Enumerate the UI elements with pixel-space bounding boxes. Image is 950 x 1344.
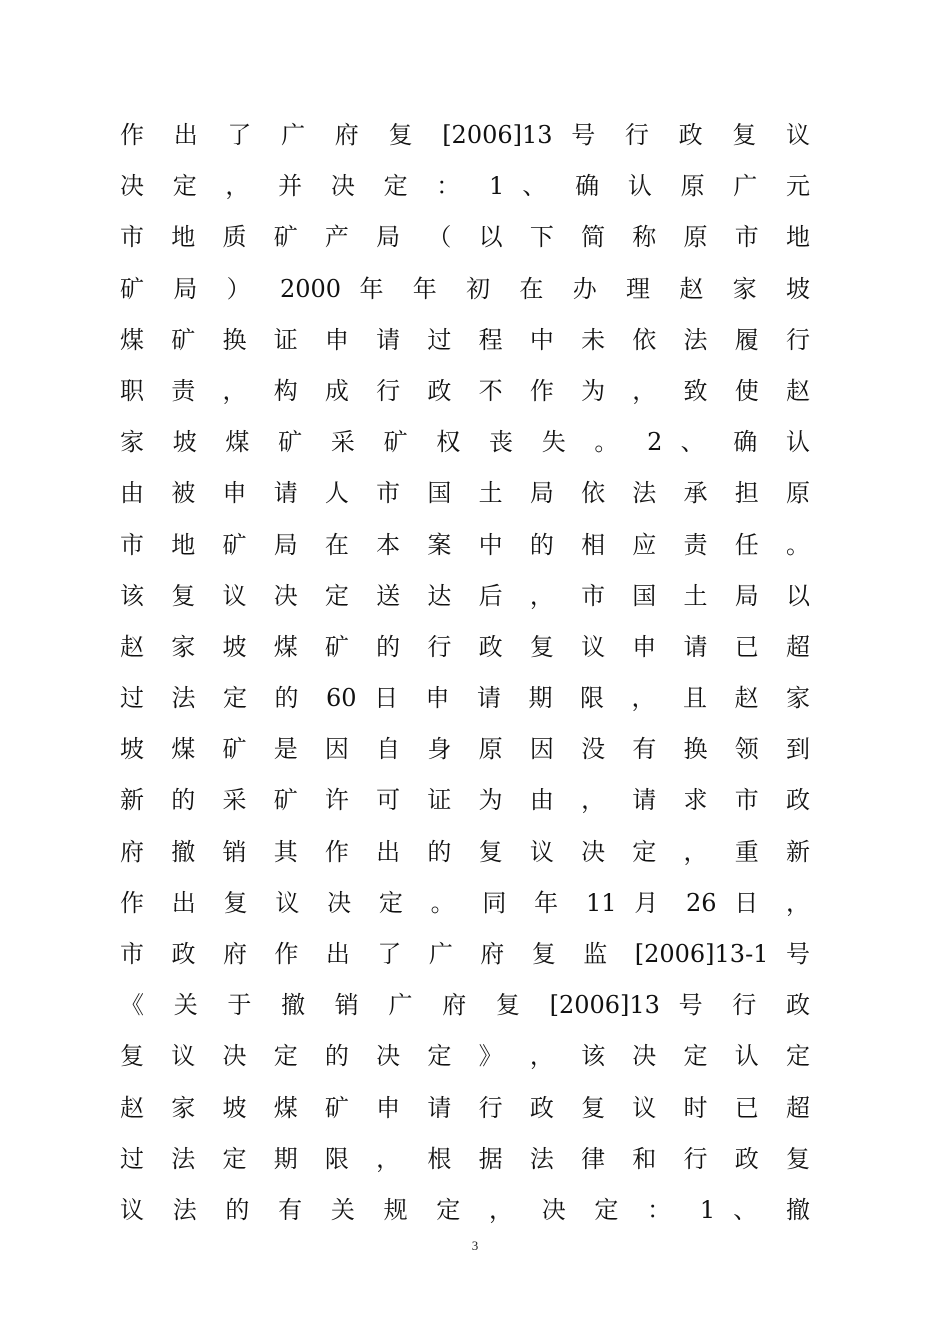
text-line: 坡 煤 矿 是 因 自 身 原 因 没 有 换 领 到 [120, 735, 810, 764]
body-text [120, 110, 810, 1236]
text-line: 市 地 质 矿 产 局 （ 以 下 简 称 原 市 地 [120, 223, 810, 252]
text-line: 由 被 申 请 人 市 国 土 局 依 法 承 担 原 [120, 479, 810, 508]
text-line: 过 法 定 期 限 ， 根 据 法 律 和 行 政 复 [120, 1144, 810, 1173]
text-line: 决 定 ， 并 决 定 ： 1 、 确 认 原 广 元 [120, 172, 810, 201]
text-line: 矿 局 ） 2000 年 年 初 在 办 理 赵 家 坡 [120, 274, 810, 303]
text-line: 作 出 了 广 府 复 [2006]13 号 行 政 复 议 [120, 121, 810, 149]
page-number: 3 [471, 1238, 479, 1253]
text-line: 职 责 ， 构 成 行 政 不 作 为 ， 致 使 赵 [120, 376, 810, 405]
text-line: 议 法 的 有 关 规 定 ， 决 定 ： 1 、 撤 [120, 1195, 810, 1224]
text-line: 复 议 决 定 的 决 定 》 ， 该 决 定 认 定 [120, 1042, 810, 1071]
text-line: 作 出 复 议 决 定 。 同 年 11 月 26 日 ， [120, 888, 810, 917]
text-line: 新 的 采 矿 许 可 证 为 由 ， 请 求 市 政 [120, 786, 810, 815]
text-line: 《 关 于 撤 销 广 府 复 [2006]13 号 行 政 [120, 991, 810, 1020]
text-line: 过 法 定 的 60 日 申 请 期 限 ， 且 赵 家 [120, 684, 810, 713]
text-line: 府 撤 销 其 作 出 的 复 议 决 定 ， 重 新 [120, 837, 810, 866]
text-line: 家 坡 煤 矿 采 矿 权 丧 失 。 2 、 确 认 [120, 428, 810, 457]
text-line: 市 政 府 作 出 了 广 府 复 监 [2006]13-1 号 [120, 940, 810, 968]
text-line: 该 复 议 决 定 送 达 后 ， 市 国 土 局 以 [120, 581, 810, 610]
text-line: 市 地 矿 局 在 本 案 中 的 相 应 责 任 。 [120, 530, 810, 559]
text-line: 赵 家 坡 煤 矿 的 行 政 复 议 申 请 已 超 [120, 632, 810, 661]
text-line: 煤 矿 换 证 申 请 过 程 中 未 依 法 履 行 [120, 325, 810, 354]
text-line: 赵 家 坡 煤 矿 申 请 行 政 复 议 时 已 超 [120, 1093, 810, 1122]
